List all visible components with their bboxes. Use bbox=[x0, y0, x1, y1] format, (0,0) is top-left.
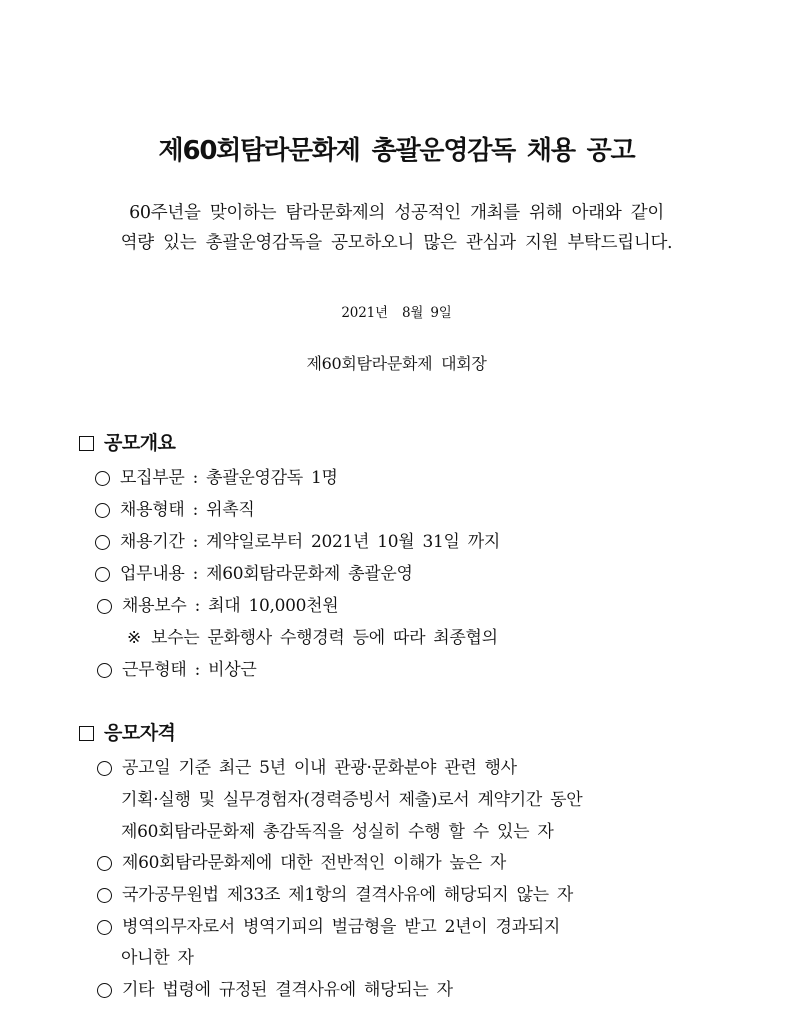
list-item bbox=[97, 912, 560, 942]
section-heading-qualifications bbox=[79, 719, 175, 747]
list-item-continuation: 제60회탐라문화제 총감독직을 성실히 수행 할 수 있는 자 bbox=[121, 822, 554, 842]
reference-mark-icon: ※ bbox=[127, 628, 141, 648]
list-item bbox=[97, 753, 517, 783]
circle-icon bbox=[97, 663, 112, 678]
list-item-text: 공고일 기준 최근 5년 이내 관광·문화분야 관련 행사 bbox=[122, 758, 517, 778]
square-box-icon bbox=[79, 436, 94, 451]
list-item bbox=[95, 559, 413, 589]
circle-icon bbox=[95, 535, 110, 550]
section-heading-overview bbox=[79, 429, 175, 457]
circle-icon bbox=[97, 856, 112, 871]
announcement-date: 2021년 8월 9일 bbox=[341, 305, 452, 321]
list-item-text: 채용형태 : 위촉직 bbox=[120, 500, 255, 520]
note-line bbox=[127, 623, 498, 653]
list-item-text: 국가공무원법 제33조 제1항의 결격사유에 해당되지 않는 자 bbox=[122, 885, 573, 905]
list-item bbox=[95, 527, 500, 557]
circle-icon bbox=[95, 471, 110, 486]
list-item bbox=[97, 848, 506, 878]
list-item bbox=[97, 880, 573, 910]
circle-icon bbox=[97, 599, 112, 614]
circle-icon bbox=[97, 920, 112, 935]
issuing-organization: 제60회탐라문화제 대회장 bbox=[306, 354, 487, 373]
list-item-continuation: 기획·실행 및 실무경험자(경력증빙서 제출)로서 계약기간 동안 bbox=[121, 790, 583, 810]
list-item-text: 채용보수 : 최대 10,000천원 bbox=[122, 596, 339, 616]
list-item bbox=[95, 495, 255, 525]
section-heading-label: 응모자격 bbox=[104, 722, 176, 744]
circle-icon bbox=[95, 567, 110, 582]
list-item-text: 근무형태 : 비상근 bbox=[122, 660, 257, 680]
list-item-text: 제60회탐라문화제에 대한 전반적인 이해가 높은 자 bbox=[122, 853, 506, 873]
list-item bbox=[97, 975, 453, 1005]
list-item-text: 업무내용 : 제60회탐라문화제 총괄운영 bbox=[120, 564, 413, 584]
circle-icon bbox=[97, 761, 112, 776]
circle-icon bbox=[97, 983, 112, 998]
circle-icon bbox=[97, 888, 112, 903]
note-text: 보수는 문화행사 수행경력 등에 따라 최종협의 bbox=[150, 628, 498, 648]
intro-line-1: 60주년을 맞이하는 탐라문화제의 성공적인 개최를 위해 아래와 같이 bbox=[129, 203, 664, 223]
section-heading-label: 공모개요 bbox=[104, 432, 176, 454]
list-item-text: 병역의무자로서 병역기피의 벌금형을 받고 2년이 경과되지 bbox=[122, 917, 560, 937]
intro-line-2: 역량 있는 총괄운영감독을 공모하오니 많은 관심과 지원 부탁드립니다. bbox=[120, 233, 673, 253]
list-item bbox=[95, 463, 338, 493]
square-box-icon bbox=[79, 726, 94, 741]
list-item bbox=[97, 591, 338, 621]
list-item-text: 기타 법령에 규정된 결격사유에 해당되는 자 bbox=[122, 980, 453, 1000]
list-item-text: 채용기간 : 계약일로부터 2021년 10월 31일 까지 bbox=[120, 532, 501, 552]
list-item-continuation: 아니한 자 bbox=[121, 948, 194, 968]
circle-icon bbox=[95, 503, 110, 518]
document-title: 제60회탐라문화제 총괄운영감독 채용 공고 bbox=[158, 136, 635, 166]
list-item bbox=[97, 655, 257, 685]
list-item-text: 모집부문 : 총괄운영감독 1명 bbox=[120, 468, 338, 488]
